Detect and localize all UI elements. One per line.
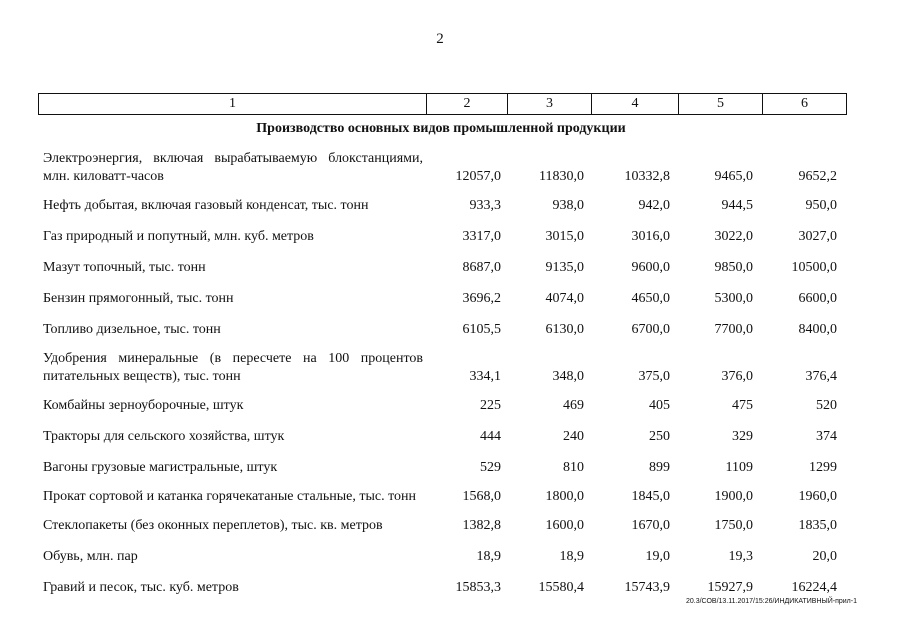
row-value-col-6: 376,4 (805, 369, 837, 384)
row-label: Прокат сортовой и катанка горячекатаные стальные, тыс. тонн (43, 489, 416, 504)
row-value-col-4: 375,0 (638, 369, 670, 384)
row-value-col-4: 942,0 (638, 198, 670, 213)
row-value-col-3: 3015,0 (545, 229, 584, 244)
row-values (423, 517, 842, 535)
row-label: Топливо дизельное, тыс. тонн (43, 322, 221, 337)
row-value-col-2: 18,9 (476, 549, 501, 564)
row-label: Вагоны грузовые магистральные, штук (43, 460, 278, 475)
row-values (423, 168, 842, 186)
row-value-col-4: 405 (649, 398, 670, 413)
row-values (423, 488, 842, 506)
row-values (423, 368, 842, 386)
row-values (423, 548, 842, 566)
row-value-col-4: 6700,0 (631, 322, 670, 337)
row-value-col-6: 8400,0 (798, 322, 837, 337)
column-header-3: 3 (508, 94, 592, 115)
row-value-col-3: 810 (563, 460, 584, 475)
row-values (423, 579, 842, 597)
row-values (423, 321, 842, 339)
row-label: Тракторы для сельского хозяйства, штук (43, 429, 285, 444)
row-value-col-2: 225 (480, 398, 501, 413)
row-value-col-4: 9600,0 (631, 260, 670, 275)
row-value-col-4: 250 (649, 429, 670, 444)
row-value-col-5: 475 (732, 398, 753, 413)
row-value-col-2: 529 (480, 460, 501, 475)
row-value-col-6: 9652,2 (798, 169, 837, 184)
row-value-col-6: 10500,0 (791, 260, 837, 275)
row-value-col-6: 20,0 (812, 549, 837, 564)
section-title: Производство основных видов промышленной продукции (256, 121, 626, 136)
row-value-col-5: 329 (732, 429, 753, 444)
row-values (423, 228, 842, 246)
row-values (423, 259, 842, 277)
table-row (38, 254, 844, 285)
row-value-col-4: 1845,0 (631, 489, 670, 504)
table-row (38, 194, 844, 223)
row-value-col-2: 15853,3 (455, 580, 501, 595)
row-value-col-6: 1960,0 (798, 489, 837, 504)
row-value-col-4: 1670,0 (631, 518, 670, 533)
row-label: Нефть добытая, включая газовый конденсат, тыс. тонн (43, 198, 369, 213)
row-value-col-2: 12057,0 (455, 169, 501, 184)
row-value-col-3: 4074,0 (545, 291, 584, 306)
row-value-col-6: 950,0 (805, 198, 837, 213)
table-row (38, 423, 844, 454)
row-value-col-2: 3696,2 (462, 291, 501, 306)
row-value-col-3: 348,0 (552, 369, 584, 384)
row-value-col-4: 15743,9 (624, 580, 670, 595)
row-value-col-4: 899 (649, 460, 670, 475)
table-row (38, 485, 844, 514)
row-value-col-5: 944,5 (721, 198, 753, 213)
row-value-col-5: 3022,0 (714, 229, 753, 244)
row-value-col-3: 6130,0 (545, 322, 584, 337)
column-header-5: 5 (679, 94, 763, 115)
table-row (38, 285, 844, 316)
row-label: Электроэнергия, включая вырабатываемую блокстанциями, млн. киловатт-часов (43, 151, 423, 184)
row-value-col-3: 469 (563, 398, 584, 413)
row-values (423, 290, 842, 308)
row-value-col-6: 16224,4 (791, 580, 837, 595)
table-row (38, 316, 844, 347)
row-value-col-3: 15580,4 (538, 580, 584, 595)
row-value-col-5: 19,3 (728, 549, 753, 564)
row-value-col-3: 1800,0 (545, 489, 584, 504)
row-value-col-5: 1900,0 (714, 489, 753, 504)
row-value-col-2: 933,3 (469, 198, 501, 213)
row-value-col-2: 8687,0 (462, 260, 501, 275)
row-label: Газ природный и попутный, млн. куб. метров (43, 229, 314, 244)
row-value-col-2: 444 (480, 429, 501, 444)
row-value-col-3: 1600,0 (545, 518, 584, 533)
row-value-col-6: 520 (816, 398, 837, 413)
row-value-col-2: 3317,0 (462, 229, 501, 244)
row-value-col-2: 334,1 (469, 369, 501, 384)
row-values (423, 397, 842, 415)
table-row (38, 514, 844, 543)
table-row (38, 223, 844, 254)
footer-note: 20.3/СОВ/13.11.2017/15:26/ИНДИКАТИВНЫЙ-прил-1 (685, 598, 857, 605)
row-value-col-3: 11830,0 (539, 169, 584, 184)
row-values (423, 197, 842, 215)
table-row (38, 454, 844, 485)
column-header-1: 1 (39, 94, 427, 115)
row-value-col-5: 7700,0 (714, 322, 753, 337)
column-header-6: 6 (763, 94, 847, 115)
row-value-col-6: 3027,0 (798, 229, 837, 244)
row-value-col-4: 10332,8 (624, 169, 670, 184)
row-label: Обувь, млн. пар (43, 549, 138, 564)
column-header-2: 2 (427, 94, 508, 115)
row-value-col-3: 18,9 (559, 549, 584, 564)
row-value-col-6: 1299 (809, 460, 837, 475)
column-header-row (39, 94, 847, 115)
row-value-col-6: 6600,0 (798, 291, 837, 306)
row-value-col-4: 4650,0 (631, 291, 670, 306)
row-value-col-4: 3016,0 (631, 229, 670, 244)
page-number: 2 (436, 31, 444, 47)
row-value-col-2: 6105,5 (462, 322, 501, 337)
row-value-col-5: 5300,0 (714, 291, 753, 306)
data-rows (38, 150, 844, 605)
column-header-table (38, 93, 847, 115)
table-row (38, 347, 844, 394)
row-value-col-3: 240 (563, 429, 584, 444)
table-row (38, 394, 844, 423)
row-value-col-5: 1109 (725, 460, 753, 475)
row-value-col-5: 1750,0 (714, 518, 753, 533)
row-value-col-5: 15927,9 (707, 580, 753, 595)
row-value-col-5: 9465,0 (714, 169, 753, 184)
row-label: Стеклопакеты (без оконных переплетов), тыс. кв. метров (43, 518, 383, 533)
row-value-col-5: 376,0 (721, 369, 753, 384)
row-value-col-6: 1835,0 (798, 518, 837, 533)
column-header-4: 4 (592, 94, 679, 115)
row-label: Гравий и песок, тыс. куб. метров (43, 580, 239, 595)
row-label: Удобрения минеральные (в пересчете на 100 процентов питательных веществ), тыс. тонн (43, 351, 423, 384)
row-label: Бензин прямогонный, тыс. тонн (43, 291, 234, 306)
row-value-col-2: 1382,8 (462, 518, 501, 533)
row-value-col-2: 1568,0 (462, 489, 501, 504)
row-value-col-4: 19,0 (645, 549, 670, 564)
row-value-col-6: 374 (816, 429, 837, 444)
row-label: Мазут топочный, тыс. тонн (43, 260, 206, 275)
row-value-col-3: 9135,0 (545, 260, 584, 275)
row-value-col-5: 9850,0 (714, 260, 753, 275)
row-value-col-3: 938,0 (552, 198, 584, 213)
table-row (38, 150, 844, 194)
row-values (423, 428, 842, 446)
row-label: Комбайны зерноуборочные, штук (43, 398, 244, 413)
row-values (423, 459, 842, 477)
table-row (38, 543, 844, 574)
